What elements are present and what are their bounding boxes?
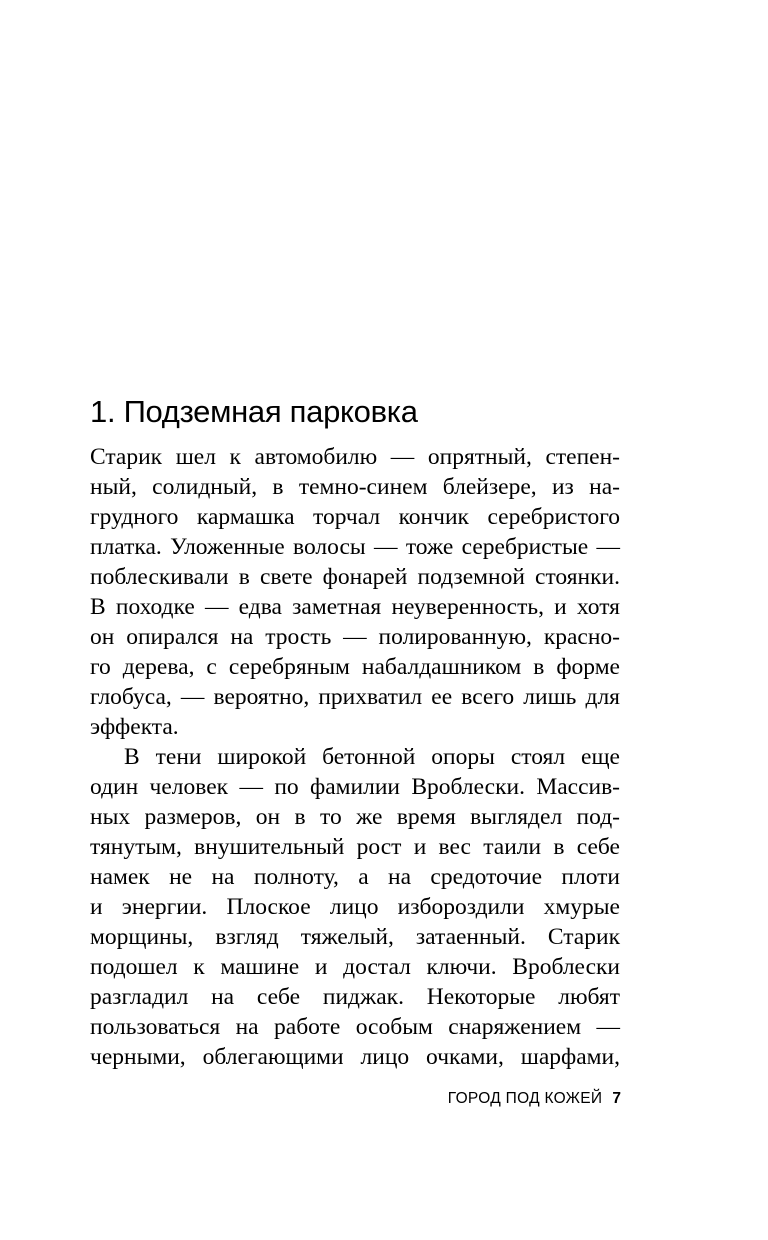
text-line: платка. Уложенные волосы — тоже серебристые —: [90, 534, 620, 560]
text-line: намек не на полноту, а на средоточие плоти: [90, 864, 620, 890]
text-line: подошел к машине и достал ключи. Вроблески: [90, 954, 620, 980]
text-line: он опирался на трость — полированную, красно-: [90, 624, 620, 650]
text-line: морщины, взгляд тяжелый, затаенный. Старик: [90, 924, 620, 950]
text-line: разгладил на себе пиджак. Некоторые любят: [90, 984, 620, 1010]
running-footer: [330, 1089, 621, 1109]
text-line: черными, облегающими лицо очками, шарфами,: [90, 1044, 620, 1070]
text-line: Старик шел к автомобилю — опрятный, степен-: [90, 444, 620, 470]
text-line: поблескивали в свете фонарей подземной стоянки.: [90, 564, 620, 590]
text-line: и энергии. Плоское лицо избороздили хмурые: [90, 894, 620, 920]
book-title: ГОРОД ПОД КОЖЕЙ: [447, 1090, 603, 1107]
text-line: В походке — едва заметная неуверенность, и хотя: [90, 594, 620, 620]
text-line: эффекта.: [90, 714, 179, 740]
text-line: глобуса, — вероятно, прихватил ее всего лишь для: [90, 684, 620, 710]
text-line: ный, солидный, в темно-синем блейзере, из на-: [90, 474, 620, 500]
body-text: [90, 442, 620, 1072]
chapter-title: 1. Подземная парковка: [90, 394, 418, 429]
text-line: один человек — по фамилии Вроблески. Массив-: [90, 774, 620, 800]
text-line: пользоваться на работе особым снаряжением —: [90, 1014, 620, 1040]
text-line: В тени широкой бетонной опоры стоял еще: [124, 744, 620, 770]
page-number: 7: [612, 1090, 621, 1107]
text-line: ных размеров, он в то же время выглядел под-: [90, 804, 620, 830]
text-line: го дерева, с серебряным набалдашником в форме: [90, 654, 620, 680]
text-line: грудного кармашка торчал кончик серебристого: [90, 504, 620, 530]
text-line: тянутым, внушительный рост и вес таили в себе: [90, 834, 620, 860]
